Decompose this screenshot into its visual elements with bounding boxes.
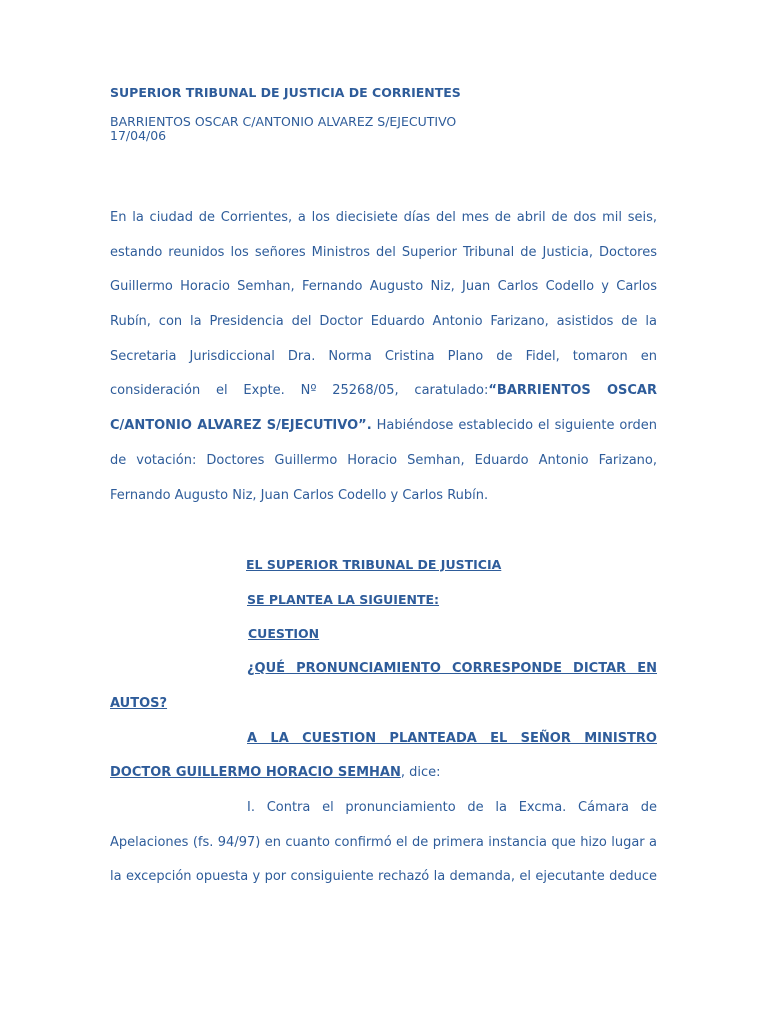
expte-text: consideración el Expte. Nº 25268/05, caratulado: — [110, 383, 489, 399]
intro-line-caption — [110, 419, 657, 454]
minister-name: DOCTOR GUILLERMO HORACIO SEMHAN — [110, 765, 401, 780]
section-one-line-2: Apelaciones (fs. 94/97) en cuanto confirmó el de primera instancia que hizo lugar a — [110, 835, 657, 850]
intro-line: de votación: Doctores Guillermo Horacio Semhan, Eduardo Antonio Farizano, — [110, 452, 657, 468]
court-title: SUPERIOR TRIBUNAL DE JUSTICIA DE CORRIENTES — [110, 85, 461, 100]
section-one-line-1 — [110, 801, 657, 815]
dice-text: , dice: — [400, 765, 441, 780]
intro-line: Rubín, con la Presidencia del Doctor Eduardo Antonio Farizano, asistidos de la — [110, 314, 657, 330]
section-one-line-3: la excepción opuesta y por consiguiente rechazó la demanda, el ejecutante deduce — [110, 869, 657, 884]
question-text: ¿QUÉ PRONUNCIAMIENTO CORRESPONDE DICTAR EN — [247, 661, 657, 676]
heading-plantea: SE PLANTEA LA SIGUIENTE: — [247, 592, 440, 607]
case-caption-end: C/ANTONIO ALVAREZ S/EJECUTIVO”. — [110, 418, 372, 434]
case-caption-start: “BARRIENTOS OSCAR — [488, 383, 657, 399]
answer-heading-line-1 — [110, 732, 657, 746]
question-line-1 — [110, 662, 657, 676]
case-date: 17/04/06 — [110, 128, 167, 143]
intro-line: Fernando Augusto Niz, Juan Carlos Codello y Carlos Rubín. — [110, 487, 489, 503]
section-one-text: I. Contra el pronunciamiento de la Excma. Cámara de — [247, 800, 657, 815]
answer-heading: A LA CUESTION PLANTEADA EL SEÑOR MINISTRO — [247, 731, 657, 746]
heading-tribunal: EL SUPERIOR TRIBUNAL DE JUSTICIA — [246, 557, 502, 572]
intro-line: estando reunidos los señores Ministros del Superior Tribunal de Justicia, Doctores — [110, 244, 657, 260]
intro-paragraph — [110, 211, 657, 523]
question-text-end: AUTOS? — [110, 696, 168, 711]
intro-line: En la ciudad de Corrientes, a los diecisiete días del mes de abril de dos mil seis, — [110, 210, 657, 225]
intro-line: Secretaria Jurisdiccional Dra. Norma Cristina Plano de Fidel, tomaron en — [110, 348, 657, 364]
intro-line: Guillermo Horacio Semhan, Fernando Augusto Niz, Juan Carlos Codello y Carlos — [110, 279, 657, 295]
answer-heading-line-2 — [110, 766, 657, 780]
intro-line-expte — [110, 384, 657, 419]
order-text: Habiéndose establecido el siguiente orden — [371, 418, 657, 434]
question-line-2 — [110, 697, 657, 711]
heading-cuestion: CUESTION — [248, 626, 320, 641]
case-title: BARRIENTOS OSCAR C/ANTONIO ALVAREZ S/EJECUTIVO — [110, 114, 457, 129]
